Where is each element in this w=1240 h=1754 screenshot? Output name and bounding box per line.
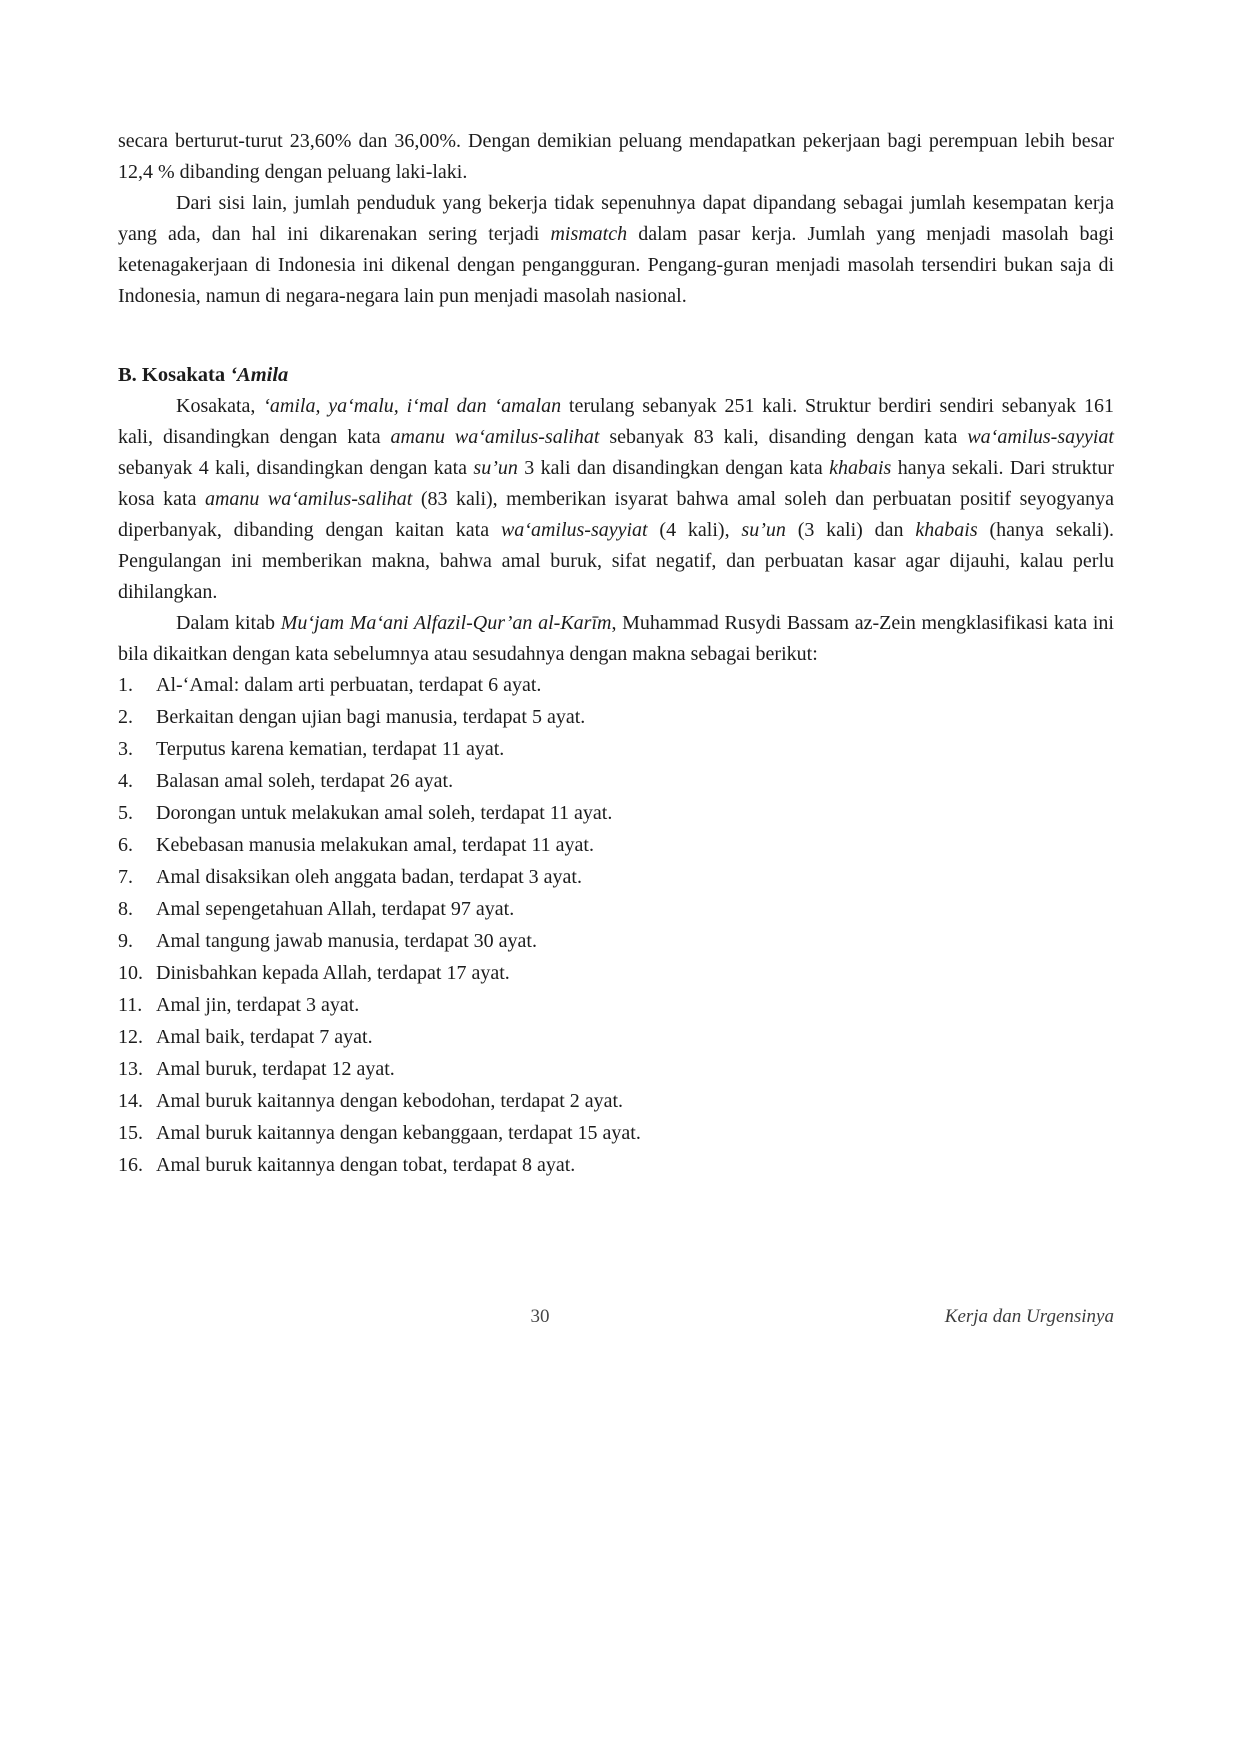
text-run: su’un — [473, 457, 518, 479]
list-item-number: 10. — [118, 962, 143, 984]
list-item-number: 13. — [118, 1058, 143, 1080]
paragraph — [118, 608, 1114, 670]
list-item — [118, 670, 1114, 701]
text-run: dalam pasar kerja. Jumlah yang menjadi masolah bagi ketenagakerjaan di Indonesia ini dikenal dengan pengangguran. Pengang-guran menjadi masolah tersendiri bukan saja di Indonesia, namun di negara-negara lain pun menjadi masolah nasional. — [118, 223, 1114, 307]
list-item-number: 8. — [118, 898, 133, 920]
list-item — [118, 1054, 1114, 1085]
text-run: (hanya sekali). Pengulangan ini memberikan makna, bahwa amal buruk, sifat negatif, dan perbuatan kasar agar dijauhi, kalau perlu dihilangkan. — [118, 519, 1114, 603]
text-run: ‘amila, ya‘malu, i‘mal dan ‘amalan — [263, 395, 562, 417]
text-run: B. Kosakata — [118, 364, 231, 386]
list-item-text: Terputus karena kematian, terdapat 11 ayat. — [156, 738, 505, 760]
list-item-text: Amal buruk kaitannya dengan tobat, terdapat 8 ayat. — [156, 1154, 576, 1176]
list-item-text: Amal baik, terdapat 7 ayat. — [156, 1026, 373, 1048]
text-run: terulang sebanyak 251 kali. Struktur berdiri sendiri sebanyak 161 kali, disandingkan dengan kata — [118, 395, 1114, 448]
paragraph — [118, 391, 1114, 608]
list-item-number: 16. — [118, 1154, 143, 1176]
text-run: (83 kali), memberikan isyarat bahwa amal soleh dan perbuatan positif seyogyanya diperbanyak, dibanding dengan kaitan kata — [118, 488, 1114, 541]
text-run: wa‘amilus-sayyiat — [500, 519, 648, 541]
list-item — [118, 894, 1114, 925]
text-run: (3 kali) dan — [785, 519, 916, 541]
list-item-text: Berkaitan dengan ujian bagi manusia, terdapat 5 ayat. — [156, 706, 586, 728]
list-item-text: Amal sepengetahuan Allah, terdapat 97 ayat. — [156, 898, 515, 920]
list-item — [118, 1022, 1114, 1053]
list-item-number: 11. — [118, 994, 143, 1016]
numbered-list — [118, 670, 1114, 1181]
text-run: wa‘amilus-sayyiat — [967, 426, 1114, 448]
list-item-text: Al-‘Amal: dalam arti perbuatan, terdapat 6 ayat. — [156, 674, 542, 696]
list-item-text: Kebebasan manusia melakukan amal, terdapat 11 ayat. — [156, 834, 594, 856]
text-run: su’un — [741, 519, 786, 541]
running-title: Kerja dan Urgensinya — [944, 1306, 1114, 1327]
section-heading — [118, 360, 1114, 391]
list-item-number: 2. — [118, 706, 133, 728]
list-item — [118, 798, 1114, 829]
text-run: khabais — [915, 519, 978, 541]
text-run: mismatch — [550, 223, 628, 245]
list-item-number: 5. — [118, 802, 133, 824]
list-item-text: Dorongan untuk melakukan amal soleh, terdapat 11 ayat. — [156, 802, 613, 824]
list-item-text: Amal buruk kaitannya dengan kebanggaan, terdapat 15 ayat. — [156, 1122, 641, 1144]
list-item — [118, 1086, 1114, 1117]
list-item-text: Amal tangung jawab manusia, terdapat 30 ayat. — [156, 930, 537, 952]
text-run: Mu‘jam Ma‘ani Alfazil-Qur’an al-Karīm — [280, 612, 612, 634]
list-item-number: 1. — [118, 674, 133, 696]
text-run: Dalam kitab — [176, 612, 281, 634]
document-body — [118, 0, 1114, 1182]
list-item-number: 9. — [118, 930, 133, 952]
text-run: 3 kali dan disandingkan dengan kata — [517, 457, 830, 479]
list-item-number: 6. — [118, 834, 133, 856]
list-item — [118, 830, 1114, 861]
list-item-number: 3. — [118, 738, 133, 760]
list-item-number: 14. — [118, 1090, 143, 1112]
text-run: amanu wa‘amilus-salihat — [204, 488, 413, 510]
text-run: khabais — [829, 457, 892, 479]
list-item-text: Dinisbahkan kepada Allah, terdapat 17 ayat. — [156, 962, 510, 984]
text-run: sebanyak 4 kali, disandingkan dengan kata — [118, 457, 474, 479]
list-item-text: Amal jin, terdapat 3 ayat. — [156, 994, 360, 1016]
list-item-text: Amal buruk, terdapat 12 ayat. — [156, 1058, 395, 1080]
list-item — [118, 926, 1114, 957]
list-item-text: Amal disaksikan oleh anggata badan, terdapat 3 ayat. — [156, 866, 582, 888]
text-run: hanya sekali. Dari struktur kosa kata — [118, 457, 1114, 510]
text-run: amanu wa‘amilus-salihat — [390, 426, 600, 448]
list-item-number: 7. — [118, 866, 133, 888]
list-item-text: Balasan amal soleh, terdapat 26 ayat. — [156, 770, 454, 792]
text-run: Kosakata, — [176, 395, 264, 417]
list-item-number: 4. — [118, 770, 133, 792]
page-number: 30 — [530, 1306, 550, 1327]
text-run: secara berturut-turut 23,60% dan 36,00%. Dengan demikian peluang mendapatkan pekerjaan bagi perempuan lebih besar 12,4 % dibanding dengan peluang laki-laki. — [118, 130, 1114, 183]
list-item — [118, 1118, 1114, 1149]
text-run: (4 kali), — [647, 519, 742, 541]
list-item — [118, 702, 1114, 733]
paragraph — [118, 126, 1114, 188]
text-run: , Muhammad Rusydi Bassam az-Zein mengklasifikasi kata ini bila dikaitkan dengan kata sebelumnya atau sesudahnya dengan makna sebagai berikut: — [118, 612, 1114, 665]
list-item — [118, 766, 1114, 797]
list-item — [118, 958, 1114, 989]
text-run: ‘Amila — [230, 364, 289, 386]
text-run: Dari sisi lain, jumlah penduduk yang bekerja tidak sepenuhnya dapat dipandang sebagai jumlah kesempatan kerja yang ada, dan hal ini dikarenakan sering terjadi — [118, 192, 1114, 245]
paragraph — [118, 188, 1114, 312]
list-item-number: 12. — [118, 1026, 143, 1048]
list-item — [118, 1150, 1114, 1181]
text-run: sebanyak 83 kali, disanding dengan kata — [599, 426, 968, 448]
list-item-number: 15. — [118, 1122, 143, 1144]
list-item — [118, 862, 1114, 893]
list-item-text: Amal buruk kaitannya dengan kebodohan, terdapat 2 ayat. — [156, 1090, 624, 1112]
list-item — [118, 734, 1114, 765]
list-item — [118, 990, 1114, 1021]
